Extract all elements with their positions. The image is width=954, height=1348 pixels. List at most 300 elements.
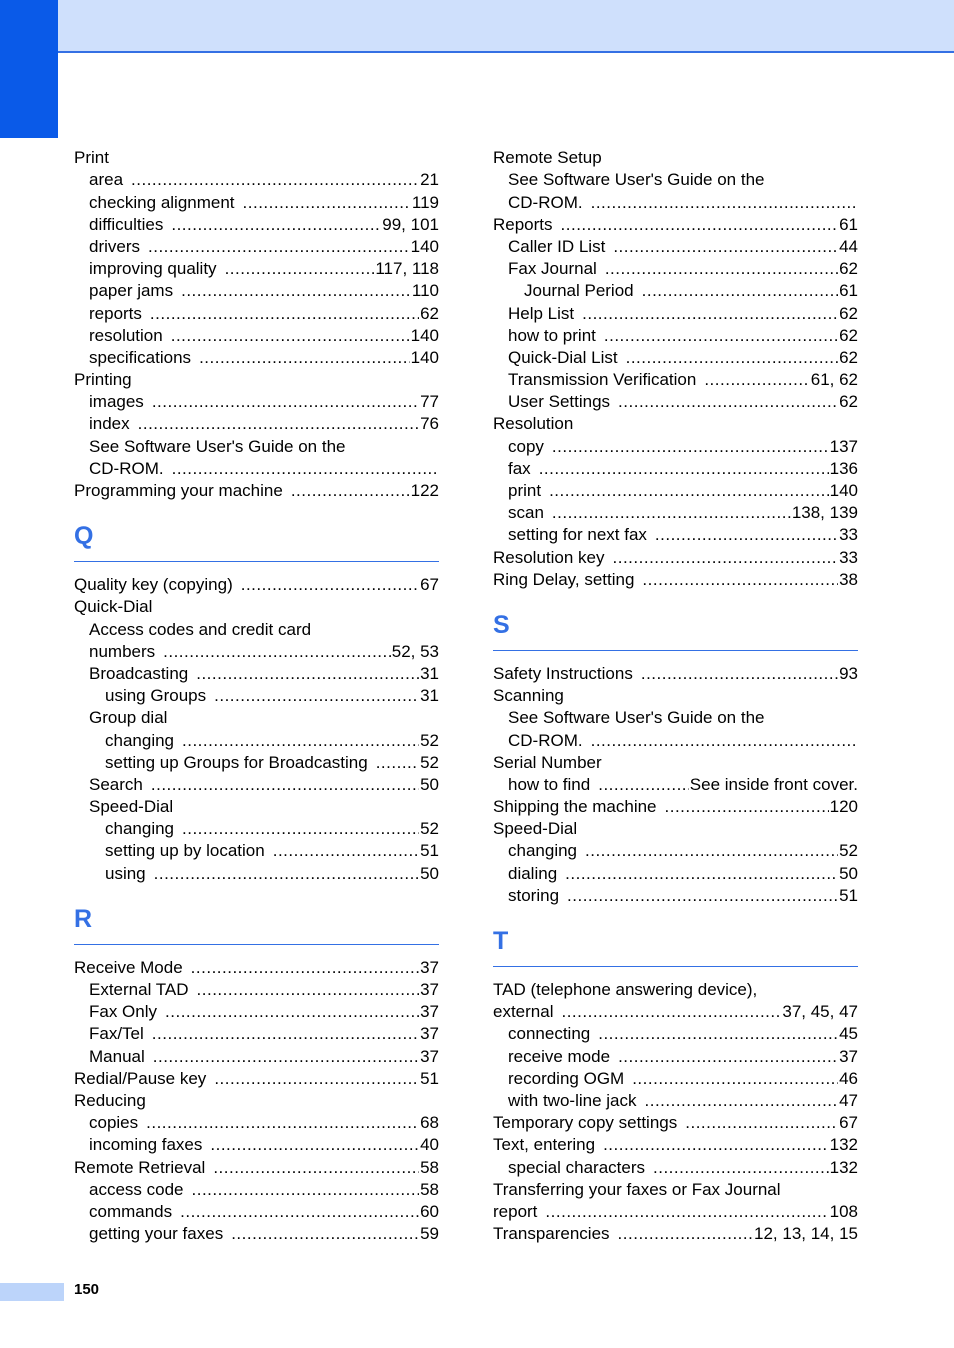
index-term: Transparencies (493, 1224, 610, 1244)
dot-leader (138, 413, 419, 435)
dot-leader (146, 1112, 419, 1134)
index-term: External TAD (89, 980, 189, 999)
dot-leader (291, 480, 410, 502)
index-term: index (89, 414, 130, 434)
index-term: Quick-Dial (74, 597, 153, 617)
dot-leader (241, 574, 419, 596)
index-entry-changing (493, 840, 858, 862)
page-reference: 62 (839, 259, 858, 279)
dot-leader (642, 569, 838, 591)
index-entry-getting-your-faxes (74, 1223, 439, 1245)
dot-leader (181, 280, 411, 302)
dot-leader (598, 774, 689, 796)
index-entry-using-groups (74, 685, 439, 707)
dot-leader (243, 192, 411, 214)
index-entry-copy (493, 435, 858, 457)
index-entry-external (493, 1001, 858, 1023)
index-entry-tad-telephone-answering-device (493, 979, 858, 1001)
index-entry-storing (493, 885, 858, 907)
index-entry-help-list (493, 302, 858, 324)
index-entry-text-entering (493, 1134, 858, 1156)
index-term: report (493, 1201, 538, 1221)
page-reference: 46 (839, 1068, 858, 1088)
section-heading-q (74, 518, 439, 562)
index-entry-speed-dial (74, 796, 439, 818)
page-reference: 37 (420, 957, 439, 977)
dot-leader (376, 752, 419, 774)
section-heading-s (493, 607, 858, 651)
index-term: Help List (508, 303, 575, 323)
page-reference: 52, 53 (391, 641, 439, 661)
index-term: Resolution key (493, 547, 605, 567)
index-term: recording OGM (508, 1068, 625, 1088)
page-reference: 58 (420, 1179, 439, 1199)
index-entry-transferring-your-faxes-or-fax-journal (493, 1179, 858, 1201)
dot-leader (613, 236, 838, 258)
dot-leader (273, 840, 419, 862)
index-entry-cd-rom (493, 191, 858, 213)
page-reference: 37 (420, 1024, 439, 1044)
index-entry-commands (74, 1201, 439, 1223)
dot-leader (704, 369, 809, 391)
index-entry-index (74, 413, 439, 435)
dot-leader (214, 685, 419, 707)
index-term: Temporary copy settings (493, 1113, 678, 1133)
dot-leader (567, 885, 838, 907)
index-term: Fax Journal (508, 259, 597, 279)
index-term: fax (508, 458, 531, 478)
index-term: how to find (508, 774, 591, 794)
index-entry-copies (74, 1112, 439, 1134)
page-reference: 140 (410, 347, 439, 367)
index-term: User Settings (508, 392, 611, 412)
dot-leader (165, 1001, 419, 1023)
page-number: 150 (74, 1281, 100, 1298)
index-entry-reducing (74, 1090, 439, 1112)
index-term: Reports (493, 214, 553, 234)
page-reference: 50 (420, 863, 439, 883)
index-entry-serial-number (493, 752, 858, 774)
index-entry-remote-retrieval (74, 1156, 439, 1178)
dot-leader (645, 1090, 839, 1112)
index-entry-manual (74, 1045, 439, 1067)
page-reference: 67 (420, 575, 439, 595)
index-entry-specifications (74, 347, 439, 369)
index-term: Access codes and credit card (89, 619, 312, 639)
index-entry-user-settings (493, 391, 858, 413)
index-entry-resolution-key (493, 546, 858, 568)
index-term: specifications (89, 347, 192, 367)
page-reference: 132 (829, 1157, 858, 1177)
page-reference: 37 (420, 1002, 439, 1022)
index-term: paper jams (89, 281, 174, 301)
dot-leader (552, 502, 791, 524)
index-entry-report (493, 1201, 858, 1223)
index-term: Transmission Verification (508, 370, 697, 390)
index-term: Fax Only (89, 1002, 158, 1022)
dot-leader (225, 258, 375, 280)
index-entry-connecting (493, 1023, 858, 1045)
dot-leader (552, 436, 829, 458)
index-term: receive mode (508, 1046, 611, 1066)
page-reference: 68 (420, 1113, 439, 1133)
index-term: Scanning (493, 686, 564, 706)
page-reference: 62 (839, 347, 858, 367)
page-number-tab (0, 1283, 64, 1301)
index-term: drivers (89, 236, 141, 256)
page-reference: 38 (839, 569, 858, 589)
dot-leader (197, 979, 420, 1001)
index-entry-special-characters (493, 1156, 858, 1178)
page-reference: 50 (839, 863, 858, 883)
page-reference: 138, 139 (791, 503, 858, 523)
page-reference: 52 (420, 819, 439, 839)
index-entry-reports (74, 302, 439, 324)
page-reference: 61 (839, 214, 858, 234)
index-entry-quick-dial-list (493, 347, 858, 369)
page-reference: 62 (839, 325, 858, 345)
dot-leader (591, 730, 857, 752)
index-term: changing (508, 841, 578, 861)
index-term: Search (89, 774, 143, 794)
dot-leader (182, 818, 419, 840)
index-term: Reducing (74, 1090, 146, 1110)
dot-leader (632, 1068, 838, 1090)
index-term: incoming faxes (89, 1135, 203, 1155)
dot-leader (641, 663, 838, 685)
index-term: Transferring your faxes or Fax Journal (493, 1179, 781, 1199)
dot-leader (665, 796, 829, 818)
dot-leader (172, 458, 438, 480)
index-term: connecting (508, 1024, 591, 1044)
index-term: Fax/Tel (89, 1024, 144, 1044)
dot-leader (603, 1134, 829, 1156)
index-entry-group-dial (74, 707, 439, 729)
index-term: storing (508, 885, 560, 905)
index-term: CD-ROM. (508, 192, 583, 212)
index-entry-dialing (493, 862, 858, 884)
index-entry-see-software-user-s-guide-on-the (74, 435, 439, 457)
index-entry-drivers (74, 236, 439, 258)
index-term: See Software User's Guide on the (508, 170, 765, 190)
index-term: Receive Mode (74, 957, 183, 977)
index-term: using Groups (105, 686, 207, 706)
page-reference: 51 (420, 841, 439, 861)
index-term: Journal Period (524, 281, 634, 301)
page-reference: 52 (839, 841, 858, 861)
dot-leader (171, 214, 381, 236)
dot-leader (192, 1179, 420, 1201)
dot-leader (561, 1001, 781, 1023)
index-term: Caller ID List (508, 236, 606, 256)
index-entry-with-two-line-jack (493, 1090, 858, 1112)
index-entry-fax-only (74, 1001, 439, 1023)
index-entry-speed-dial (493, 818, 858, 840)
page-reference: See inside front cover. (689, 774, 858, 794)
index-term: changing (105, 730, 175, 750)
page-reference: 59 (420, 1224, 439, 1244)
index-entry-numbers (74, 641, 439, 663)
dot-leader (565, 863, 838, 885)
index-term: images (89, 392, 144, 412)
page-reference: 51 (420, 1068, 439, 1088)
dot-leader (182, 730, 419, 752)
index-term: Print (74, 148, 109, 168)
page-reference: 37 (420, 980, 439, 999)
page-reference: 140 (410, 236, 439, 256)
page-reference: 93 (839, 663, 858, 683)
index-term: special characters (508, 1157, 646, 1177)
page-reference: 58 (420, 1157, 439, 1177)
page-reference: 62 (839, 392, 858, 412)
page-reference: 62 (420, 303, 439, 323)
index-entry-see-software-user-s-guide-on-the (493, 707, 858, 729)
index-entry-receive-mode (493, 1045, 858, 1067)
index-entry-transparencies (493, 1223, 858, 1245)
index-term: CD-ROM. (89, 458, 164, 478)
index-entry-images (74, 391, 439, 413)
index-entry-fax-tel (74, 1023, 439, 1045)
page-reference: 99, 101 (382, 214, 439, 234)
dot-leader (153, 1046, 419, 1068)
index-entry-temporary-copy-settings (493, 1112, 858, 1134)
dot-leader (196, 663, 419, 685)
index-entry-checking-alignment (74, 191, 439, 213)
dot-leader (605, 258, 838, 280)
page-reference: 21 (420, 170, 439, 190)
dot-leader (231, 1223, 419, 1245)
page-reference: 12, 13, 14, 15 (754, 1224, 858, 1244)
index-entry-printing (74, 369, 439, 391)
section-heading-r (74, 901, 439, 945)
dot-leader (154, 863, 419, 885)
index-entry-incoming-faxes (74, 1134, 439, 1156)
page-reference: 61, 62 (810, 370, 858, 390)
page-reference: 132 (829, 1135, 858, 1155)
dot-leader (642, 280, 838, 302)
index-term: scan (508, 503, 544, 523)
index-term: Safety Instructions (493, 663, 633, 683)
index-entry-resolution (493, 413, 858, 435)
index-term: setting for next fax (508, 525, 647, 545)
dot-leader (549, 480, 829, 502)
index-term: Ring Delay, setting (493, 569, 635, 589)
dot-leader (210, 1134, 419, 1156)
index-term: copy (508, 436, 544, 456)
index-entry-quick-dial (74, 596, 439, 618)
dot-leader (151, 774, 419, 796)
page-reference: 44 (839, 236, 858, 256)
index-term: See Software User's Guide on the (508, 708, 765, 728)
index-entry-recording-ogm (493, 1068, 858, 1090)
dot-leader (191, 957, 419, 979)
page-reference: 67 (839, 1113, 858, 1133)
dot-leader (152, 1023, 419, 1045)
index-entry-transmission-verification (493, 369, 858, 391)
index-term: improving quality (89, 259, 217, 279)
dot-leader (618, 1223, 753, 1245)
dot-leader (152, 391, 419, 413)
index-term: Broadcasting (89, 663, 189, 683)
index-entry-safety-instructions (493, 663, 858, 685)
index-term: numbers (89, 641, 156, 661)
index-entry-paper-jams (74, 280, 439, 302)
dot-leader (582, 303, 838, 325)
dot-leader (213, 1157, 419, 1179)
index-entry-resolution (74, 325, 439, 347)
index-entry-reports (493, 214, 858, 236)
dot-leader (626, 347, 838, 369)
index-term: with two-line jack (508, 1090, 637, 1110)
index-entry-using (74, 862, 439, 884)
dot-leader (685, 1112, 838, 1134)
index-entry-caller-id-list (493, 236, 858, 258)
index-term: changing (105, 819, 175, 839)
section-letter: R (74, 904, 93, 933)
dot-leader (653, 1157, 829, 1179)
index-entry-remote-setup (493, 147, 858, 169)
index-term: checking alignment (89, 192, 235, 212)
chapter-tab (0, 0, 58, 138)
index-term: difficulties (89, 214, 164, 234)
index-entry-setting-up-by-location (74, 840, 439, 862)
index-entry-cd-rom (493, 729, 858, 751)
index-term: Remote Retrieval (74, 1157, 206, 1177)
page-reference: 76 (420, 414, 439, 434)
page-reference: 108 (829, 1201, 858, 1221)
index-entry-setting-up-groups-for-broadcasting (74, 752, 439, 774)
page-reference: 33 (839, 525, 858, 545)
dot-leader (545, 1201, 828, 1223)
index-term: Resolution (493, 414, 574, 434)
page-reference: 40 (420, 1135, 439, 1155)
index-column-right (493, 147, 858, 1245)
index-entry-scan (493, 502, 858, 524)
index-term: copies (89, 1113, 139, 1133)
dot-leader (618, 391, 838, 413)
index-term: print (508, 481, 542, 500)
index-term: Shipping the machine (493, 797, 657, 817)
index-entry-print (74, 147, 439, 169)
page-reference: 140 (829, 481, 858, 500)
index-entry-access-codes-and-credit-card (74, 618, 439, 640)
page-reference: 120 (829, 797, 858, 817)
page-reference: 77 (420, 392, 439, 412)
index-term: Group dial (89, 708, 168, 728)
dot-leader (598, 1023, 838, 1045)
index-term: how to print (508, 325, 596, 345)
page-reference: 31 (420, 686, 439, 706)
page-reference: 52 (420, 730, 439, 750)
index-entry-how-to-find (493, 774, 858, 796)
dot-leader (561, 214, 839, 236)
page-reference: 45 (839, 1024, 858, 1044)
index-entry-fax (493, 458, 858, 480)
index-entry-search (74, 774, 439, 796)
index-term: TAD (telephone answering device), (493, 980, 758, 999)
page-reference: 137 (829, 436, 858, 456)
section-heading-t (493, 923, 858, 967)
index-entry-shipping-the-machine (493, 796, 858, 818)
dot-leader (539, 458, 829, 480)
index-term: Printing (74, 370, 132, 390)
page-reference: 61 (839, 281, 858, 301)
index-entry-how-to-print (493, 325, 858, 347)
dot-leader (655, 524, 838, 546)
index-entry-difficulties (74, 214, 439, 236)
dot-leader (131, 169, 419, 191)
page-reference: 62 (839, 303, 858, 323)
dot-leader (163, 641, 391, 663)
index-term: commands (89, 1201, 173, 1221)
index-term: resolution (89, 325, 163, 345)
page-reference: 119 (411, 192, 439, 212)
page-reference: 122 (410, 481, 439, 500)
index-entry-broadcasting (74, 663, 439, 685)
page-reference: 37 (839, 1046, 858, 1066)
index-term: area (89, 170, 124, 190)
index-term: Quick-Dial List (508, 347, 618, 367)
index-term: Redial/Pause key (74, 1068, 207, 1088)
index-entry-setting-for-next-fax (493, 524, 858, 546)
index-entry-ring-delay-setting (493, 569, 858, 591)
dot-leader (618, 1046, 838, 1068)
section-letter: S (493, 610, 510, 639)
page-reference: 33 (839, 547, 858, 567)
index-entry-changing (74, 818, 439, 840)
page-reference: 37, 45, 47 (782, 1002, 858, 1022)
page-reference: 136 (829, 458, 858, 478)
index-entry-access-code (74, 1179, 439, 1201)
index-entry-quality-key-copying (74, 574, 439, 596)
page-reference: 117, 118 (375, 259, 439, 279)
index-term: getting your faxes (89, 1224, 224, 1244)
dot-leader (214, 1068, 419, 1090)
page-reference: 37 (420, 1046, 439, 1066)
index-entry-scanning (493, 685, 858, 707)
index-entry-print (493, 480, 858, 502)
dot-leader (150, 303, 419, 325)
section-letter: Q (74, 522, 94, 550)
index-entry-external-tad (74, 979, 439, 1001)
index-entry-cd-rom (74, 458, 439, 480)
page-reference: 47 (839, 1090, 858, 1110)
index-term: using (105, 863, 146, 883)
index-entry-journal-period (493, 280, 858, 302)
index-entry-receive-mode (74, 957, 439, 979)
index-term: Speed-Dial (89, 797, 174, 817)
index-term: dialing (508, 863, 558, 883)
index-entry-improving-quality (74, 258, 439, 280)
index-entry-programming-your-machine (74, 480, 439, 502)
index-term: Remote Setup (493, 148, 602, 168)
index-term: setting up Groups for Broadcasting (105, 752, 368, 772)
dot-leader (148, 236, 410, 258)
page-reference: 31 (420, 663, 439, 683)
dot-leader (180, 1201, 419, 1223)
index-term: See Software User's Guide on the (89, 436, 346, 456)
index-entry-changing (74, 729, 439, 751)
header-band (58, 0, 954, 53)
index-term: CD-ROM. (508, 730, 583, 750)
page-reference: 140 (410, 325, 439, 345)
index-entry-see-software-user-s-guide-on-the (493, 169, 858, 191)
index-term: Serial Number (493, 752, 602, 772)
page-reference: 60 (420, 1201, 439, 1221)
page-reference: 51 (839, 885, 858, 905)
section-letter: T (493, 926, 509, 955)
index-term: Manual (89, 1046, 145, 1066)
